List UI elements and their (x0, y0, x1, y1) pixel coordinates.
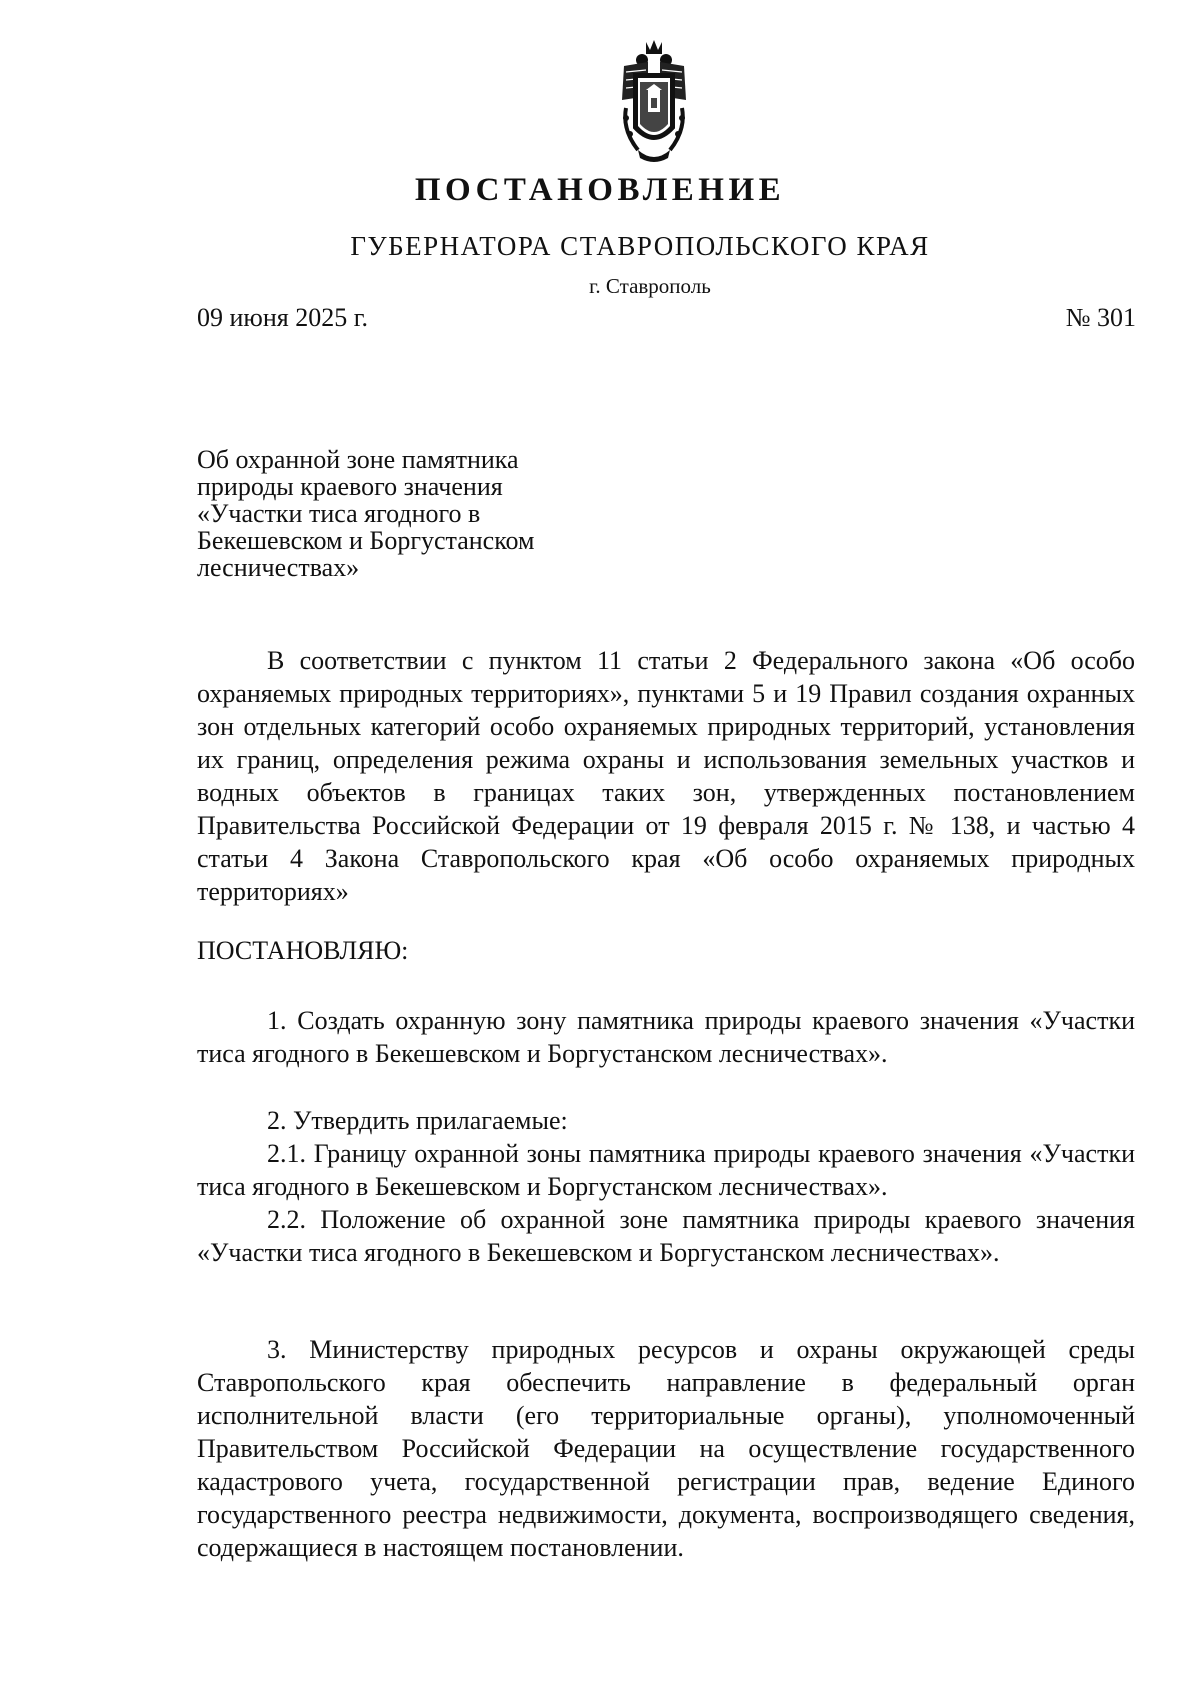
item-2-paragraph: 2. Утвердить прилагаемые: (267, 1106, 568, 1135)
document-subject (197, 446, 617, 581)
subject-line: Об охранной зоне памятника (197, 445, 519, 474)
subject-line: природы краевого значения (197, 472, 503, 501)
item-1-paragraph: 1. Создать охранную зону памятника природы краевого значения «Участки тиса ягодного в Бекешевском и Боргустанском лесничествах». (197, 1006, 1135, 1068)
subject-line: «Участки тиса ягодного в (197, 499, 481, 528)
item-2-1-paragraph: 2.1. Границу охранной зоны памятника природы краевого значения «Участки тиса ягодного в Бекешевском и Боргустанском лесничествах». (197, 1139, 1135, 1201)
document-issuer: ГУБЕРНАТОРА СТАВРОПОЛЬСКОГО КРАЯ (350, 231, 930, 261)
decree-heading: ПОСТАНОВЛЯЮ: (197, 936, 409, 965)
item-3-paragraph: 3. Министерству природных ресурсов и охраны окружающей среды Ставропольского края обеспечить направление в федеральный орган исполнительной власти (его территориальные органы), уполномоченный Правительством Российской Федерации на осуществление государственного кадастрового учета, государственной регистрации прав, ведение Единого государственного реестра недвижимости, документа, воспроизводящего сведения, содержащиеся в настоящем постановлении. (197, 1335, 1135, 1562)
item-2-2-paragraph: 2.2. Положение об охранной зоне памятника природы краевого значения «Участки тиса ягодного в Бекешевском и Боргустанском лесничествах». (197, 1205, 1135, 1267)
document-number: № 301 (1065, 303, 1136, 332)
subject-line: Бекешевском и Боргустанском (197, 526, 535, 555)
document-date: 09 июня 2025 г. (197, 303, 368, 332)
document-title: ПОСТАНОВЛЕНИЕ (414, 172, 786, 208)
coat-of-arms-icon (618, 38, 690, 166)
subject-line: лесничествах» (197, 553, 360, 582)
document-city: г. Ставрополь (589, 274, 711, 298)
preamble-paragraph: В соответствии с пунктом 11 статьи 2 Федерального закона «Об особо охраняемых природных территориях», пунктами 5 и 19 Правил создания охранных зон отдельных категорий особо охраняемых природных территорий, установления их границ, определения режима охраны и использования земельных участков и водных объектов в границах таких зон, утвержденных постановлением Правительства Российской Федерации от 19 февраля 2015 г. № 138, и частью 4 статьи 4 Закона Ставропольского края «Об особо охраняемых природных территориях» (197, 646, 1135, 906)
